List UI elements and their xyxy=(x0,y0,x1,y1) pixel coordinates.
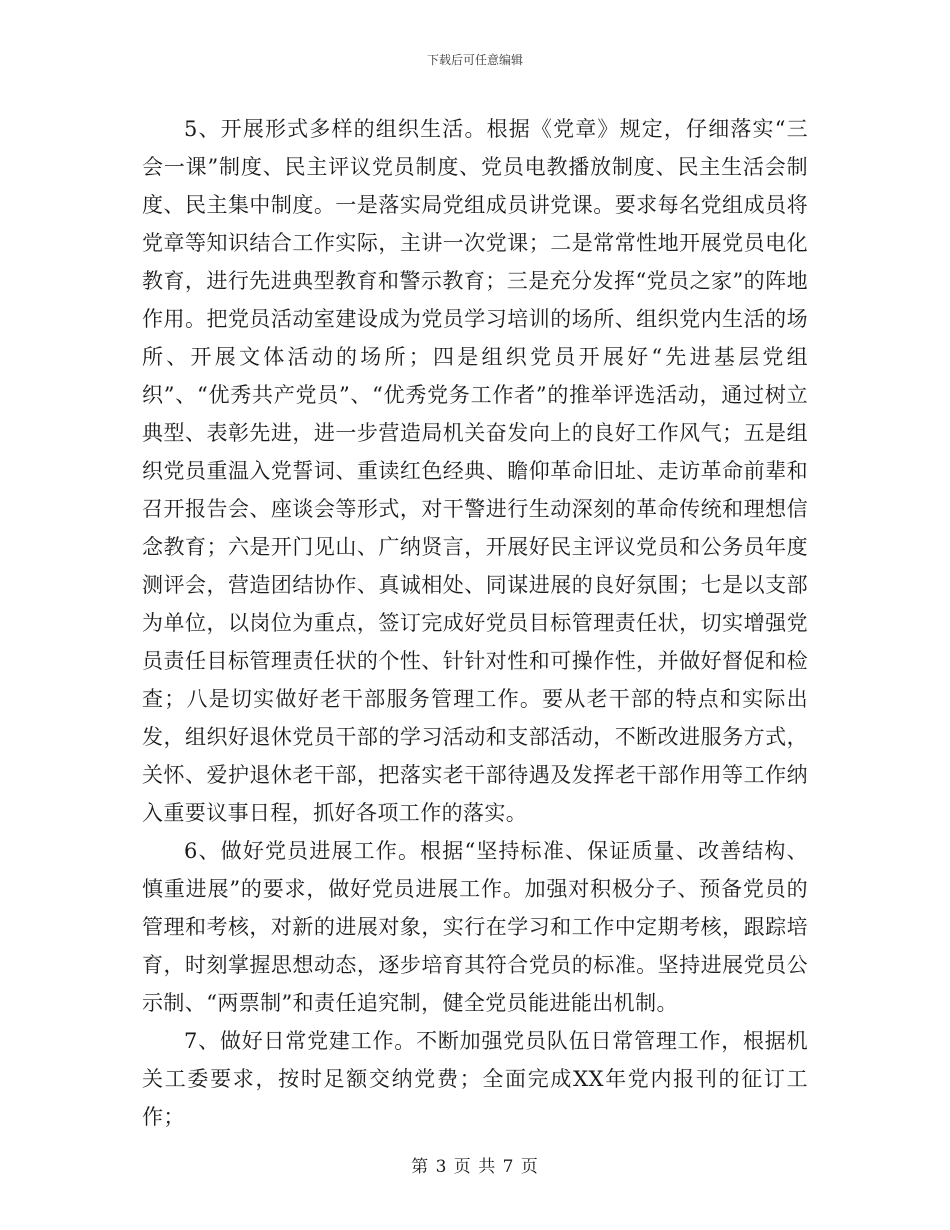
page-number-footer: 第 3 页 共 7 页 xyxy=(411,1157,539,1177)
paragraph-item-5: 5、开展形式多样的组织生活。根据《党章》规定，仔细落实“三会一课”制度、民主评议党员制度、党员电教播放制度、民主生活会制度、民主集中制度。一是落实局党组成员讲党课。要求每名党组成员将党章等知识结合工作实际，主讲一次党课；二是常常性地开展党员电化教育，进行先进典型教育和警示教育；三是充分发挥“党员之家”的阵地作用。把党员活动室建设成为党员学习培训的场所、组织党内生活的场所、开展文体活动的场所；四是组织党员开展好“先进基层党组织”、“优秀共产党员”、“优秀党务工作者”的推举评选活动，通过树立典型、表彰先进，进一步营造局机关奋发向上的良好工作风气；五是组织党员重温入党誓词、重读红色经典、瞻仰革命旧址、走访革命前辈和召开报告会、座谈会等形式，对干警进行生动深刻的革命传统和理想信念教育；六是开门见山、广纳贤言，开展好民主评议党员和公务员年度测评会，营造团结协作、真诚相处、同谋进展的良好氛围；七是以支部为单位，以岗位为重点，签订完成好党员目标管理责任状，切实增强党员责任目标管理责任状的个性、针针对性和可操作性，并做好督促和检查；八是切实做好老干部服务管理工作。要从老干部的特点和实际出发，组织好退休党员干部的学习活动和支部活动，不断改进服务方式，关怀、爱护退休老干部，把落实老干部待遇及发挥老干部作用等工作纳入重要议事日程，抓好各项工作的落实。 xyxy=(142,117,808,825)
page-header: 下载后可任意编辑 xyxy=(426,53,523,67)
paragraph-item-7: 7、做好日常党建工作。不断加强党员队伍日常管理工作，根据机关工委要求，按时足额交纳党费；全面完成XX年党内报刊的征订工作； xyxy=(142,1029,808,1129)
document-body xyxy=(142,110,808,1136)
paragraph-item-6: 6、做好党员进展工作。根据“坚持标准、保证质量、改善结构、慎重进展”的要求，做好党员进展工作。加强对积极分子、预备党员的管理和考核，对新的进展对象，实行在学习和工作中定期考核，跟踪培育，时刻掌握思想动态，逐步培育其符合党员的标准。坚持进展党员公示制、“两票制”和责任追究制，健全党员能进能出机制。 xyxy=(142,839,808,1015)
